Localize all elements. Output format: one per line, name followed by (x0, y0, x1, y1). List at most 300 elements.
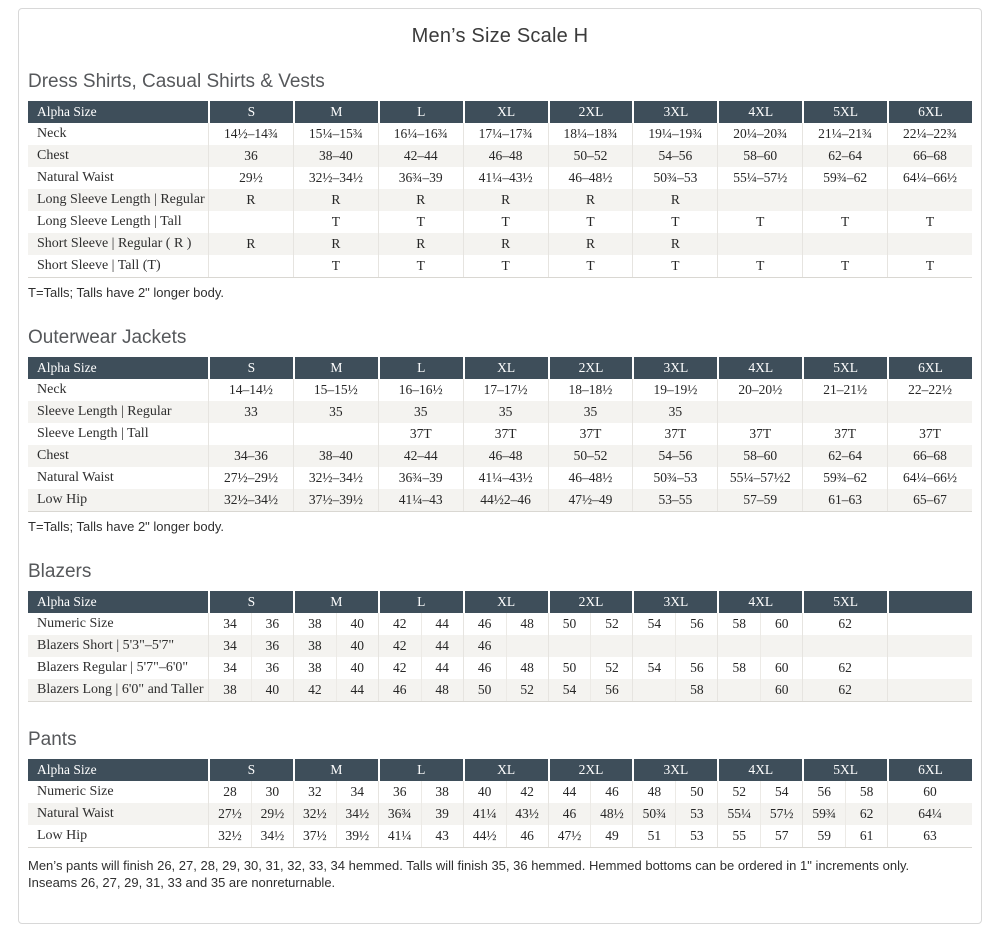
size-subcell: 60 (760, 613, 802, 635)
size-value-cell: 64¼–66½ (887, 467, 972, 489)
size-subcell: 54 (647, 616, 662, 631)
size-value-cell: R (548, 189, 633, 211)
size-subcell: 27½ (218, 806, 242, 821)
size-value-cell: 16¼–16¾ (378, 123, 463, 145)
size-subcell: 34 (223, 638, 237, 653)
size-value-cell (208, 781, 293, 803)
header-size-cell: 5XL (802, 101, 887, 123)
size-value-cell (208, 679, 293, 701)
row-label-cell: Long Sleeve Length | Regular (37, 192, 205, 207)
size-value-cell (717, 825, 802, 847)
header-label-cell: Alpha Size (28, 759, 208, 781)
header-size-cell: S (208, 101, 293, 123)
table-row (28, 445, 972, 467)
size-value-cell: 35 (293, 401, 378, 423)
table-footnote: T=Talls; Talls have 2" longer body. (28, 285, 224, 300)
table-row (28, 145, 972, 167)
size-subcell: 38 (223, 682, 237, 697)
size-value-cell: 50¾–53 (632, 167, 717, 189)
size-value-cell: T (632, 211, 717, 233)
size-subcell: 44 (421, 613, 463, 635)
size-value-cell (887, 679, 972, 701)
row-label-cell: Chest (37, 148, 69, 163)
size-value-cell: R (632, 189, 717, 211)
row-label-cell: Sleeve Length | Regular (37, 404, 172, 419)
size-value-cell (802, 635, 887, 657)
size-subcell (633, 635, 675, 657)
header-size-cell: 4XL (717, 759, 802, 781)
size-value-cell (802, 825, 887, 847)
size-subcell: 42 (506, 781, 548, 803)
size-value-cell (463, 781, 548, 803)
size-subcell: 32 (308, 784, 322, 799)
header-label-cell: Alpha Size (28, 101, 208, 123)
section-title: Pants (28, 729, 77, 750)
size-value-cell (208, 423, 293, 445)
size-value-cell (802, 233, 887, 255)
row-label-cell: Short Sleeve | Tall (T) (37, 258, 161, 273)
size-subcell: 58 (845, 781, 887, 803)
size-subcell: 60 (760, 657, 802, 679)
size-value-cell (208, 635, 293, 657)
size-subcell: 37½ (303, 828, 327, 843)
size-value-cell: T (717, 255, 802, 277)
header-size-cell: 3XL (632, 357, 717, 379)
size-value-cell: R (293, 233, 378, 255)
size-subcell: 42 (392, 638, 407, 653)
size-value-cell: 17–17½ (463, 379, 548, 401)
table-row (28, 489, 972, 511)
size-value-cell: 59¾–62 (802, 467, 887, 489)
size-value-cell: 22–22½ (887, 379, 972, 401)
row-label-cell: Long Sleeve Length | Tall (37, 214, 182, 229)
header-size-cell: 5XL (802, 357, 887, 379)
size-subcell: 41¼ (472, 806, 497, 821)
size-value-cell (293, 613, 378, 635)
size-value-cell (717, 657, 802, 679)
size-value-cell: 58–60 (717, 145, 802, 167)
size-subcell: 55¼ (727, 806, 752, 821)
size-value-cell: 61–63 (802, 489, 887, 511)
size-value-cell: 41¼–43 (378, 489, 463, 511)
size-value-cell: 35 (378, 401, 463, 423)
size-value-cell (463, 825, 548, 847)
size-subcell: 59 (817, 828, 831, 843)
size-subcell: 40 (251, 679, 293, 701)
size-subcell: 47½ (557, 828, 582, 843)
size-value-cell: 53–55 (632, 489, 717, 511)
size-subcell (718, 635, 760, 657)
section-title: Outerwear Jackets (28, 327, 187, 348)
size-value-cell (632, 803, 717, 825)
size-subcell: 34 (223, 660, 237, 675)
size-subcell: 44 (421, 635, 463, 657)
header-size-cell: L (378, 357, 463, 379)
size-subcell: 34 (336, 781, 378, 803)
size-value-cell (887, 233, 972, 255)
row-label-cell: Numeric Size (37, 616, 114, 631)
header-size-cell: L (378, 101, 463, 123)
section-title: Blazers (28, 561, 92, 582)
size-value-cell: 32½–34½ (293, 467, 378, 489)
size-subcell: 38 (308, 660, 322, 675)
size-value-cell (548, 657, 633, 679)
size-value-cell: R (378, 189, 463, 211)
header-size-cell: 5XL (802, 759, 887, 781)
size-value-cell (632, 679, 717, 701)
table-row (28, 803, 972, 825)
header-size-cell (887, 591, 972, 613)
table-row (28, 233, 972, 255)
size-value-cell: 60 (887, 781, 972, 803)
size-subcell: 36 (251, 613, 293, 635)
size-value-cell: 64¼ (887, 803, 972, 825)
size-value-cell (887, 189, 972, 211)
table-row (28, 255, 972, 277)
size-value-cell: 50¾–53 (632, 467, 717, 489)
size-value-cell: T (887, 211, 972, 233)
table-row (28, 613, 972, 635)
size-value-cell: 36 (208, 145, 293, 167)
size-subcell: 34½ (251, 825, 293, 847)
size-value-cell (802, 781, 887, 803)
size-value-cell (208, 657, 293, 679)
size-subcell (549, 635, 591, 657)
size-value-cell (463, 657, 548, 679)
size-value-cell: 62–64 (802, 145, 887, 167)
size-value-cell: 18¼–18¾ (548, 123, 633, 145)
size-value-cell: T (802, 255, 887, 277)
size-value-cell: 37T (717, 423, 802, 445)
header-size-cell: 2XL (548, 759, 633, 781)
size-value-cell: 57–59 (717, 489, 802, 511)
header-size-cell: M (293, 357, 378, 379)
header-size-cell: M (293, 591, 378, 613)
size-value-cell (293, 781, 378, 803)
header-size-cell: XL (463, 759, 548, 781)
size-value-cell (293, 635, 378, 657)
size-subcell: 34 (223, 616, 237, 631)
header-size-cell: 4XL (717, 357, 802, 379)
size-value-cell: 36¾–39 (378, 167, 463, 189)
size-subcell: 42 (392, 660, 407, 675)
table-footnote: T=Talls; Talls have 2" longer body. (28, 519, 224, 534)
size-subcell: 38 (421, 781, 463, 803)
size-value-cell (293, 423, 378, 445)
size-value-cell: T (717, 211, 802, 233)
size-value-cell (632, 613, 717, 635)
size-subcell (718, 679, 760, 701)
header-size-cell: XL (463, 591, 548, 613)
size-value-cell (208, 211, 293, 233)
size-subcell: 54 (562, 682, 577, 697)
size-value-cell (378, 825, 463, 847)
size-subcell (506, 635, 548, 657)
size-subcell: 52 (590, 613, 632, 635)
size-value-cell (717, 781, 802, 803)
size-table (28, 357, 972, 512)
size-subcell: 32½ (303, 806, 327, 821)
size-value-cell: 38–40 (293, 445, 378, 467)
size-subcell (760, 635, 802, 657)
size-subcell: 48 (506, 657, 548, 679)
size-value-cell: 41¼–43½ (463, 167, 548, 189)
size-value-cell (887, 401, 972, 423)
size-value-cell: 55¼–57½2 (717, 467, 802, 489)
size-value-cell (463, 803, 548, 825)
header-size-cell: L (378, 591, 463, 613)
size-subcell (633, 679, 675, 701)
size-value-cell: 54–56 (632, 445, 717, 467)
size-value-cell (463, 613, 548, 635)
size-value-cell (548, 613, 633, 635)
size-subcell: 53 (675, 825, 717, 847)
header-size-cell: XL (463, 357, 548, 379)
size-value-cell (208, 803, 293, 825)
size-value-cell: R (378, 233, 463, 255)
size-value-cell: T (293, 255, 378, 277)
size-subcell: 46 (562, 806, 577, 821)
size-value-cell: 64¼–66½ (887, 167, 972, 189)
size-value-cell (717, 613, 802, 635)
size-value-cell (632, 825, 717, 847)
row-label-cell: Blazers Short | 5'3"–5'7" (37, 638, 175, 653)
size-subcell: 57½ (760, 803, 802, 825)
size-subcell: 34½ (336, 803, 378, 825)
size-value-cell: 44½2–46 (463, 489, 548, 511)
size-subcell: 29½ (251, 803, 293, 825)
size-subcell: 40 (336, 635, 378, 657)
row-label-cell: Sleeve Length | Tall (37, 426, 149, 441)
table-header-row (28, 101, 972, 123)
section (28, 729, 972, 848)
size-subcell: 36 (392, 784, 407, 799)
size-subcell: 59¾ (812, 806, 836, 821)
size-value-cell (802, 401, 887, 423)
size-value-cell (463, 635, 548, 657)
size-value-cell: R (208, 233, 293, 255)
page-container (18, 8, 982, 924)
size-subcell: 39 (421, 803, 463, 825)
size-subcell: 48½ (590, 803, 632, 825)
table-row (28, 211, 972, 233)
header-size-cell: 5XL (802, 591, 887, 613)
size-table (28, 101, 972, 278)
size-table (28, 591, 972, 702)
size-value-cell: 37T (463, 423, 548, 445)
size-value-cell: 20–20½ (717, 379, 802, 401)
size-value-cell (887, 613, 972, 635)
size-value-cell: 35 (463, 401, 548, 423)
size-subcell (590, 635, 632, 657)
header-size-cell: L (378, 759, 463, 781)
size-value-cell (378, 613, 463, 635)
table-row (28, 123, 972, 145)
size-subcell: 48 (506, 613, 548, 635)
row-label-cell: Neck (37, 382, 67, 397)
size-subcell: 42 (308, 682, 322, 697)
size-value-cell: 37T (548, 423, 633, 445)
size-subcell: 48 (421, 679, 463, 701)
size-value-cell (632, 635, 717, 657)
size-subcell: 56 (675, 657, 717, 679)
size-value-cell: 59¾–62 (802, 167, 887, 189)
header-size-cell: 2XL (548, 591, 633, 613)
row-label-cell: Chest (37, 448, 69, 463)
table-row (28, 657, 972, 679)
header-size-cell: M (293, 101, 378, 123)
size-value-cell: R (293, 189, 378, 211)
size-subcell: 56 (817, 784, 831, 799)
header-size-cell: 2XL (548, 101, 633, 123)
size-value-cell: 46–48 (463, 145, 548, 167)
table-row (28, 401, 972, 423)
size-value-cell: T (632, 255, 717, 277)
size-value-cell (717, 189, 802, 211)
size-value-cell: 32½–34½ (208, 489, 293, 511)
size-value-cell: 54–56 (632, 145, 717, 167)
header-size-cell: 6XL (887, 759, 972, 781)
size-value-cell: R (632, 233, 717, 255)
row-label-cell: Neck (37, 126, 67, 141)
size-value-cell: 62 (802, 613, 887, 635)
size-subcell: 57 (760, 825, 802, 847)
size-value-cell: 66–68 (887, 145, 972, 167)
size-value-cell: 33 (208, 401, 293, 423)
table-row (28, 379, 972, 401)
size-value-cell (378, 657, 463, 679)
size-value-cell: T (887, 255, 972, 277)
size-value-cell (378, 781, 463, 803)
table-row (28, 189, 972, 211)
size-subcell: 46 (590, 781, 632, 803)
size-subcell: 56 (675, 613, 717, 635)
size-subcell: 58 (675, 679, 717, 701)
size-value-cell: 15¼–15¾ (293, 123, 378, 145)
table-row (28, 635, 972, 657)
size-subcell: 50 (562, 660, 577, 675)
size-value-cell (548, 803, 633, 825)
size-value-cell: 58–60 (717, 445, 802, 467)
size-value-cell (802, 803, 887, 825)
size-subcell: 54 (760, 781, 802, 803)
size-subcell: 36¾ (387, 806, 412, 821)
size-value-cell: 50–52 (548, 145, 633, 167)
size-subcell: 46 (392, 682, 407, 697)
size-value-cell: 46–48½ (548, 167, 633, 189)
size-subcell: 58 (732, 660, 747, 675)
size-subcell: 52 (732, 784, 747, 799)
size-value-cell (293, 825, 378, 847)
size-subcell: 43 (421, 825, 463, 847)
section (28, 71, 972, 300)
size-subcell: 36 (251, 635, 293, 657)
size-value-cell: T (548, 255, 633, 277)
size-subcell: 58 (732, 616, 747, 631)
size-value-cell (463, 679, 548, 701)
table-row (28, 423, 972, 445)
size-value-cell: T (293, 211, 378, 233)
row-label-cell: Low Hip (37, 492, 88, 507)
size-value-cell: T (463, 211, 548, 233)
size-value-cell: 42–44 (378, 445, 463, 467)
row-label-cell: Low Hip (37, 828, 88, 843)
size-subcell: 40 (477, 784, 492, 799)
size-value-cell (548, 781, 633, 803)
footer-note (28, 857, 972, 891)
size-value-cell: 46–48 (463, 445, 548, 467)
size-subcell: 44 (421, 657, 463, 679)
size-subcell: 54 (647, 660, 662, 675)
header-size-cell: 2XL (548, 357, 633, 379)
header-size-cell: 3XL (632, 101, 717, 123)
size-value-cell: T (378, 211, 463, 233)
size-subcell: 28 (223, 784, 237, 799)
size-value-cell (293, 657, 378, 679)
size-subcell: 41¼ (387, 828, 412, 843)
size-value-cell: 21¼–21¾ (802, 123, 887, 145)
section-title: Dress Shirts, Casual Shirts & Vests (28, 71, 325, 92)
size-value-cell: 16–16½ (378, 379, 463, 401)
section (28, 327, 972, 534)
size-subcell: 46 (477, 660, 492, 675)
size-value-cell (717, 803, 802, 825)
size-subcell: 62 (845, 803, 887, 825)
size-value-cell: T (548, 211, 633, 233)
size-value-cell (887, 657, 972, 679)
size-value-cell: 55¼–57½ (717, 167, 802, 189)
size-value-cell: 42–44 (378, 145, 463, 167)
table-row (28, 167, 972, 189)
page-title: Men’s Size Scale H (411, 25, 589, 47)
table-row (28, 679, 972, 701)
header-size-cell: 3XL (632, 591, 717, 613)
size-subcell: 43½ (506, 803, 548, 825)
size-value-cell: 35 (632, 401, 717, 423)
size-value-cell: T (463, 255, 548, 277)
size-subcell: 50 (675, 781, 717, 803)
section (28, 561, 972, 702)
size-value-cell (802, 189, 887, 211)
size-value-cell: T (802, 211, 887, 233)
row-label-cell: Natural Waist (37, 470, 114, 485)
size-value-cell (632, 657, 717, 679)
size-value-cell: 62–64 (802, 445, 887, 467)
size-subcell: 48 (647, 784, 662, 799)
size-value-cell: 15–15½ (293, 379, 378, 401)
size-value-cell: 41¼–43½ (463, 467, 548, 489)
size-value-cell (717, 679, 802, 701)
size-value-cell (378, 635, 463, 657)
size-value-cell: 35 (548, 401, 633, 423)
header-label-cell: Alpha Size (28, 591, 208, 613)
row-label-cell: Blazers Long | 6'0" and Taller (37, 682, 204, 697)
size-subcell: 46 (506, 825, 548, 847)
sections-container (28, 71, 972, 848)
size-subcell: 38 (308, 616, 322, 631)
size-value-cell: R (208, 189, 293, 211)
header-size-cell: 3XL (632, 759, 717, 781)
size-value-cell: 17¼–17¾ (463, 123, 548, 145)
header-size-cell: XL (463, 101, 548, 123)
size-value-cell: 50–52 (548, 445, 633, 467)
size-subcell: 40 (336, 613, 378, 635)
size-value-cell: R (463, 233, 548, 255)
size-value-cell: 37T (378, 423, 463, 445)
table-row (28, 825, 972, 847)
row-label-cell: Blazers Regular | 5'7"–6'0" (37, 660, 189, 675)
size-subcell: 44 (336, 679, 378, 701)
